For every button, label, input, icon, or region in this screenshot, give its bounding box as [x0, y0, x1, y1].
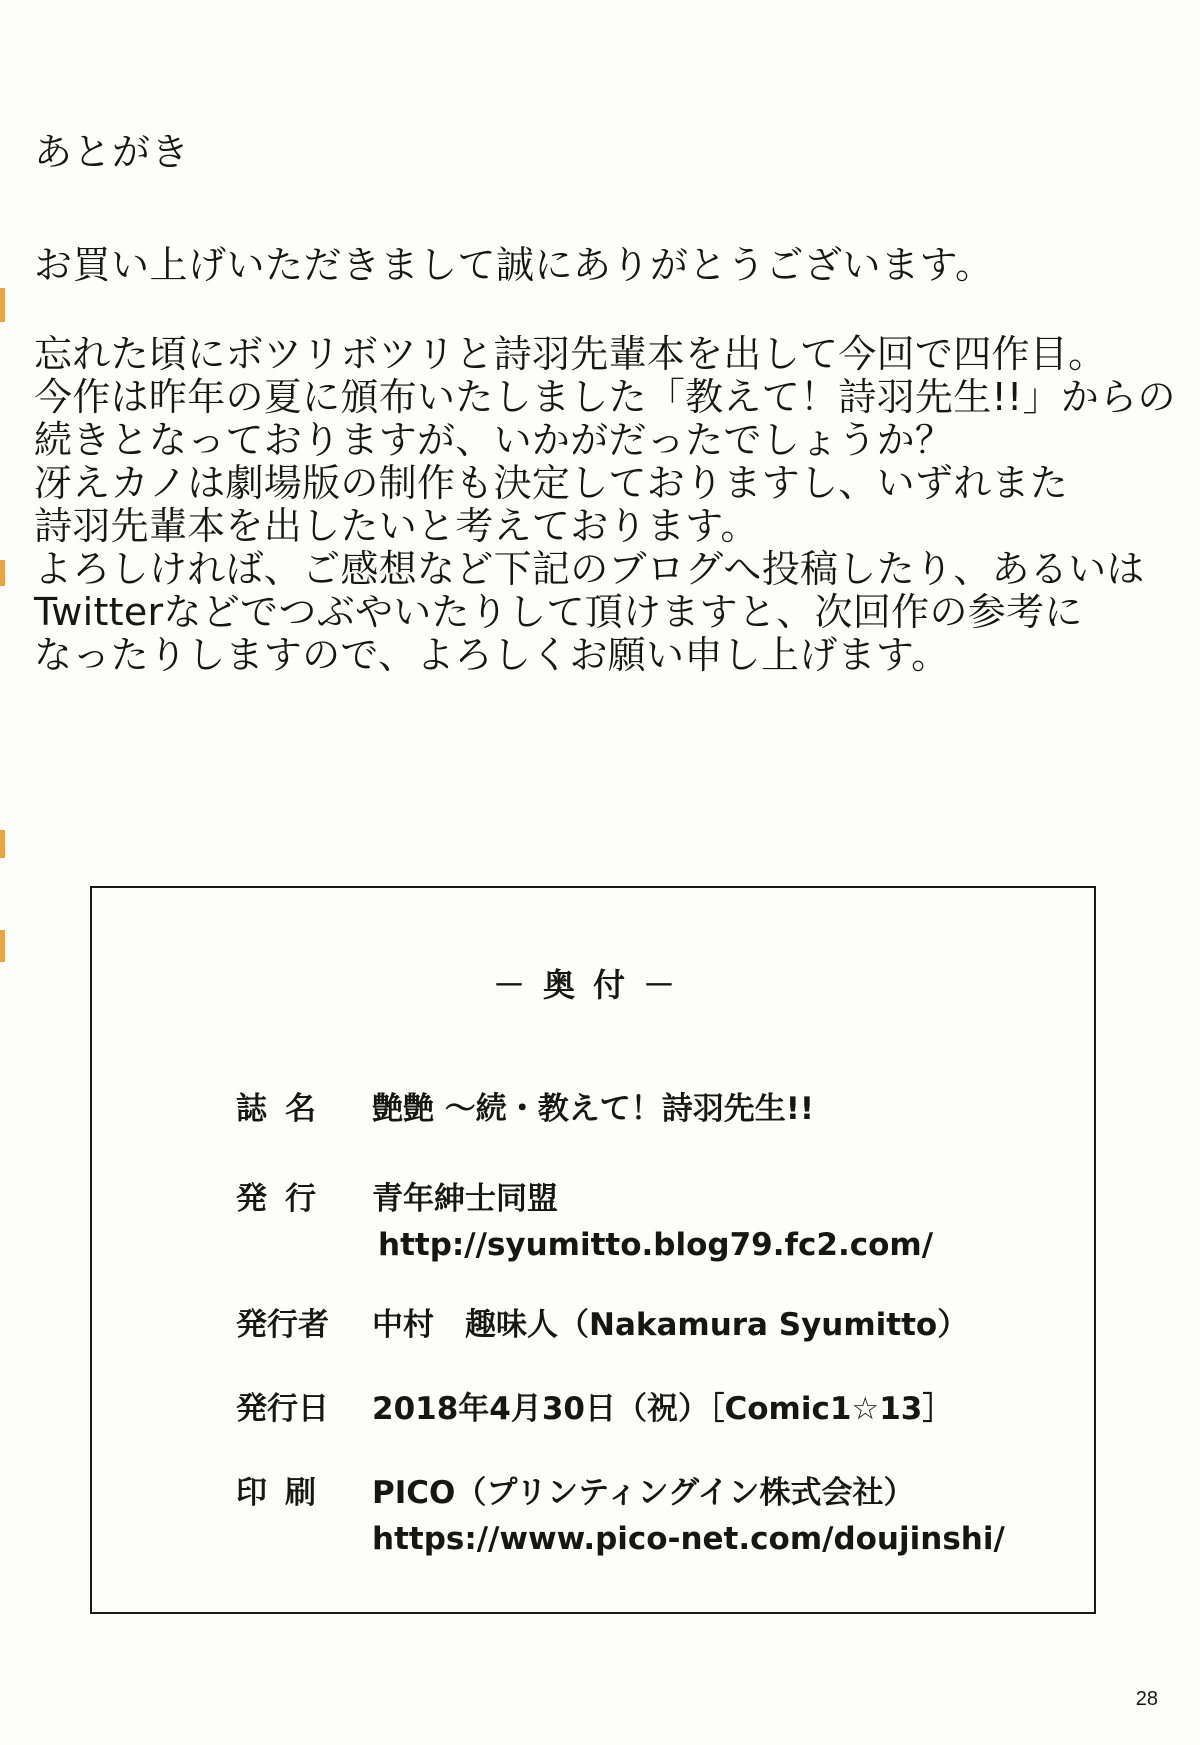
afterword-line: なったりしますので、よろしくお願い申し上げます。 [34, 633, 950, 677]
afterword-line: 詩羽先輩本を出したいと考えております。 [34, 504, 759, 548]
afterword-line: 冴えカノは劇場版の制作も決定しておりますし、いずれまた [34, 461, 1069, 505]
afterword-line: 続きとなっておりますが、いかがだったでしょうか？ [34, 418, 954, 462]
publisher-name: 青年紳士同盟 [372, 1181, 558, 1217]
colophon-row-title [236, 1088, 814, 1130]
afterword-line: 今作は昨年の夏に頒布いたしました「教えて！詩羽先生!!」からの [34, 375, 1176, 419]
publisher-url: http://syumitto.blog79.fc2.com/ [378, 1227, 934, 1263]
colophon-row-date [236, 1388, 953, 1430]
page-edge-mark [0, 288, 5, 322]
colophon-row-publisher [236, 1178, 558, 1220]
afterword-paragraph [34, 333, 1176, 677]
afterword-heading: あとがき [34, 130, 191, 174]
printer-name: PICO（プリンティングイン株式会社） [372, 1475, 915, 1511]
afterword-line: よろしければ、ご感想など下記のブログへ投稿したり、あるいは [34, 547, 1145, 591]
colophon-row-printer [236, 1472, 914, 1514]
issue-date: 2018年4月30日（祝）［Comic1☆13］ [372, 1391, 954, 1427]
colophon-label: 印刷 [236, 1475, 334, 1511]
colophon-row-issuer [236, 1304, 968, 1346]
colophon-label: 発行者 [236, 1307, 329, 1343]
thanks-line: お買い上げいただきまして誠にありがとうございます。 [34, 243, 994, 287]
printer-url: https://www.pico-net.com/doujinshi/ [372, 1521, 1005, 1557]
issuer-name: 中村 趣味人（Nakamura Syumitto） [372, 1307, 969, 1343]
page-edge-mark [0, 560, 5, 586]
book-title: 艶艶 ～続・教えて！詩羽先生!! [372, 1091, 815, 1127]
page-number: 28 [1135, 1688, 1158, 1710]
page-edge-mark [0, 830, 5, 858]
colophon-label: 誌名 [236, 1091, 334, 1127]
colophon-label: 発行日 [236, 1391, 329, 1427]
colophon-label: 発行 [236, 1181, 334, 1217]
colophon-box [90, 886, 1096, 1614]
afterword-line: Twitterなどでつぶやいたりして頂けますと、次回作の参考に [34, 590, 1083, 634]
colophon-title: －奥付－ [492, 966, 693, 1004]
page-edge-mark [0, 930, 5, 962]
afterword-line: 忘れた頃にボツリボツリと詩羽先輩本を出して今回で四作目。 [34, 332, 1107, 376]
